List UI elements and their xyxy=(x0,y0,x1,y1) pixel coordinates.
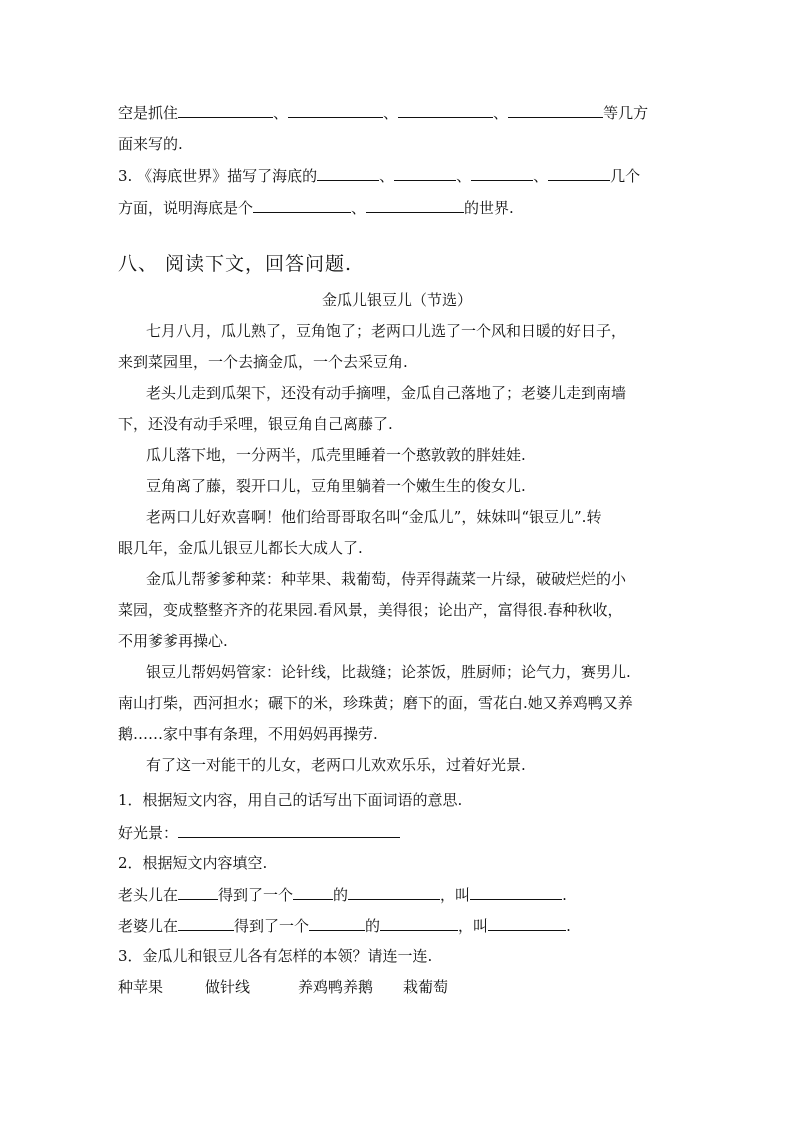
question-2: 2．根据短文内容填空. xyxy=(118,854,268,872)
passage-line: 金瓜儿帮爹爹种菜：种苹果、栽葡萄，侍弄得蔬菜一片绿，破破烂烂的小 xyxy=(146,570,627,588)
passage-line: 南山打柴，西河担水；碾下的米，珍珠黄；磨下的面，雪花白.她又养鸡鸭又养 xyxy=(118,694,633,712)
passage-line: 老两口儿好欢喜啊！他们给哥哥取名叫“金瓜儿”，妹妹叫“银豆儿”.转 xyxy=(146,508,602,526)
question-text: 老婆儿在 xyxy=(118,917,179,935)
answer-blank[interactable] xyxy=(488,915,566,931)
section-heading: 八、 阅读下文，回答问题. xyxy=(118,253,353,275)
question-1: 1．根据短文内容，用自己的话写出下面词语的意思. xyxy=(118,791,463,809)
matching-item[interactable]: 种苹果 xyxy=(118,978,164,996)
fill-blank-line-2 xyxy=(118,134,183,154)
question-text: 的 xyxy=(333,886,349,904)
question-text: ，叫 xyxy=(440,886,471,904)
answer-blank[interactable] xyxy=(394,165,456,181)
fill-blank-line-1 xyxy=(118,102,648,123)
separator: 、 xyxy=(383,104,399,122)
separator: 、 xyxy=(273,104,289,122)
question-2-line-1 xyxy=(118,884,567,905)
question-text: . xyxy=(566,917,571,935)
answer-blank[interactable] xyxy=(309,915,365,931)
matching-item[interactable]: 做针线 xyxy=(205,978,251,996)
separator: 、 xyxy=(379,167,395,185)
separator: 、 xyxy=(456,167,472,185)
term-label: 好光景： xyxy=(118,824,179,842)
question-3-prev xyxy=(118,165,640,186)
passage-line: 有了这一对能干的儿女，老两口儿欢欢乐乐，过着好光景. xyxy=(146,756,526,774)
passage-line: 老头儿走到瓜架下，还没有动手摘哩，金瓜自己落地了；老婆儿走到南墙 xyxy=(146,384,627,402)
question-text: 方面，说明海底是个 xyxy=(118,199,254,217)
separator: 、 xyxy=(533,167,549,185)
answer-blank[interactable] xyxy=(348,884,440,900)
answer-blank[interactable] xyxy=(470,884,562,900)
question-text: 3. 《海底世界》描写了海底的 xyxy=(118,167,318,185)
answer-blank[interactable] xyxy=(366,197,464,213)
passage-line: 来到菜园里，一个去摘金瓜，一个去采豆角. xyxy=(118,353,408,371)
passage-line: 瓜儿落下地，一分两半，瓜壳里睡着一个憨敦敦的胖娃娃. xyxy=(146,446,526,464)
passage-line: 豆角离了藤，裂开口儿，豆角里躺着一个嫩生生的俊女儿. xyxy=(146,477,526,495)
question-3: 3．金瓜儿和银豆儿各有怎样的本领？请连一连. xyxy=(118,947,433,965)
answer-blank[interactable] xyxy=(471,165,533,181)
matching-item[interactable]: 养鸡鸭养鹅 xyxy=(298,978,374,996)
answer-blank[interactable] xyxy=(288,102,383,118)
question-text: 的 xyxy=(365,917,381,935)
answer-blank[interactable] xyxy=(548,165,610,181)
separator: 、 xyxy=(351,199,367,217)
question-text: . xyxy=(562,886,567,904)
answer-blank[interactable] xyxy=(178,884,218,900)
question-1-answer-line xyxy=(118,822,400,843)
passage-line: 菜园，变成整整齐齐的花果园.看风景，美得很；论出产，富得很.春种秋收， xyxy=(118,601,623,619)
question-2-line-2 xyxy=(118,915,571,936)
answer-blank[interactable] xyxy=(253,197,351,213)
answer-blank[interactable] xyxy=(293,884,333,900)
line-text: 面来写的. xyxy=(118,135,183,153)
question-text: ，叫 xyxy=(458,917,489,935)
question-text: 老头儿在 xyxy=(118,886,179,904)
question-text: 得到了一个 xyxy=(234,917,310,935)
passage-line: 下，还没有动手采哩，银豆角自己离藤了. xyxy=(118,415,393,433)
question-text: 几个 xyxy=(610,167,641,185)
line-text: 等几方 xyxy=(603,104,649,122)
passage-line: 七月八月，瓜儿熟了，豆角饱了；老两口儿选了一个风和日暖的好日子， xyxy=(146,322,627,340)
answer-blank[interactable] xyxy=(178,102,273,118)
answer-blank[interactable] xyxy=(398,102,493,118)
answer-blank[interactable] xyxy=(508,102,603,118)
question-3-prev-line-2 xyxy=(118,197,514,218)
passage-line: 银豆儿帮妈妈管家：论针线，比裁缝；论茶饭，胜厨师；论气力，赛男儿. xyxy=(146,663,631,681)
question-text: 的世界. xyxy=(464,199,514,217)
answer-blank[interactable] xyxy=(317,165,379,181)
question-text: 得到了一个 xyxy=(218,886,294,904)
passage-line: 鹅……家中事有条理，不用妈妈再操劳. xyxy=(118,725,378,743)
matching-row xyxy=(118,977,448,997)
answer-blank[interactable] xyxy=(380,915,458,931)
separator: 、 xyxy=(493,104,509,122)
line-text: 空是抓住 xyxy=(118,104,179,122)
answer-blank[interactable] xyxy=(178,822,400,838)
answer-blank[interactable] xyxy=(178,915,234,931)
passage-line: 不用爹爹再操心. xyxy=(118,632,228,650)
passage-title: 金瓜儿银豆儿（节选） xyxy=(321,291,472,309)
matching-item[interactable]: 栽葡萄 xyxy=(403,978,449,996)
passage-line: 眼几年，金瓜儿银豆儿都长大成人了. xyxy=(118,539,363,557)
